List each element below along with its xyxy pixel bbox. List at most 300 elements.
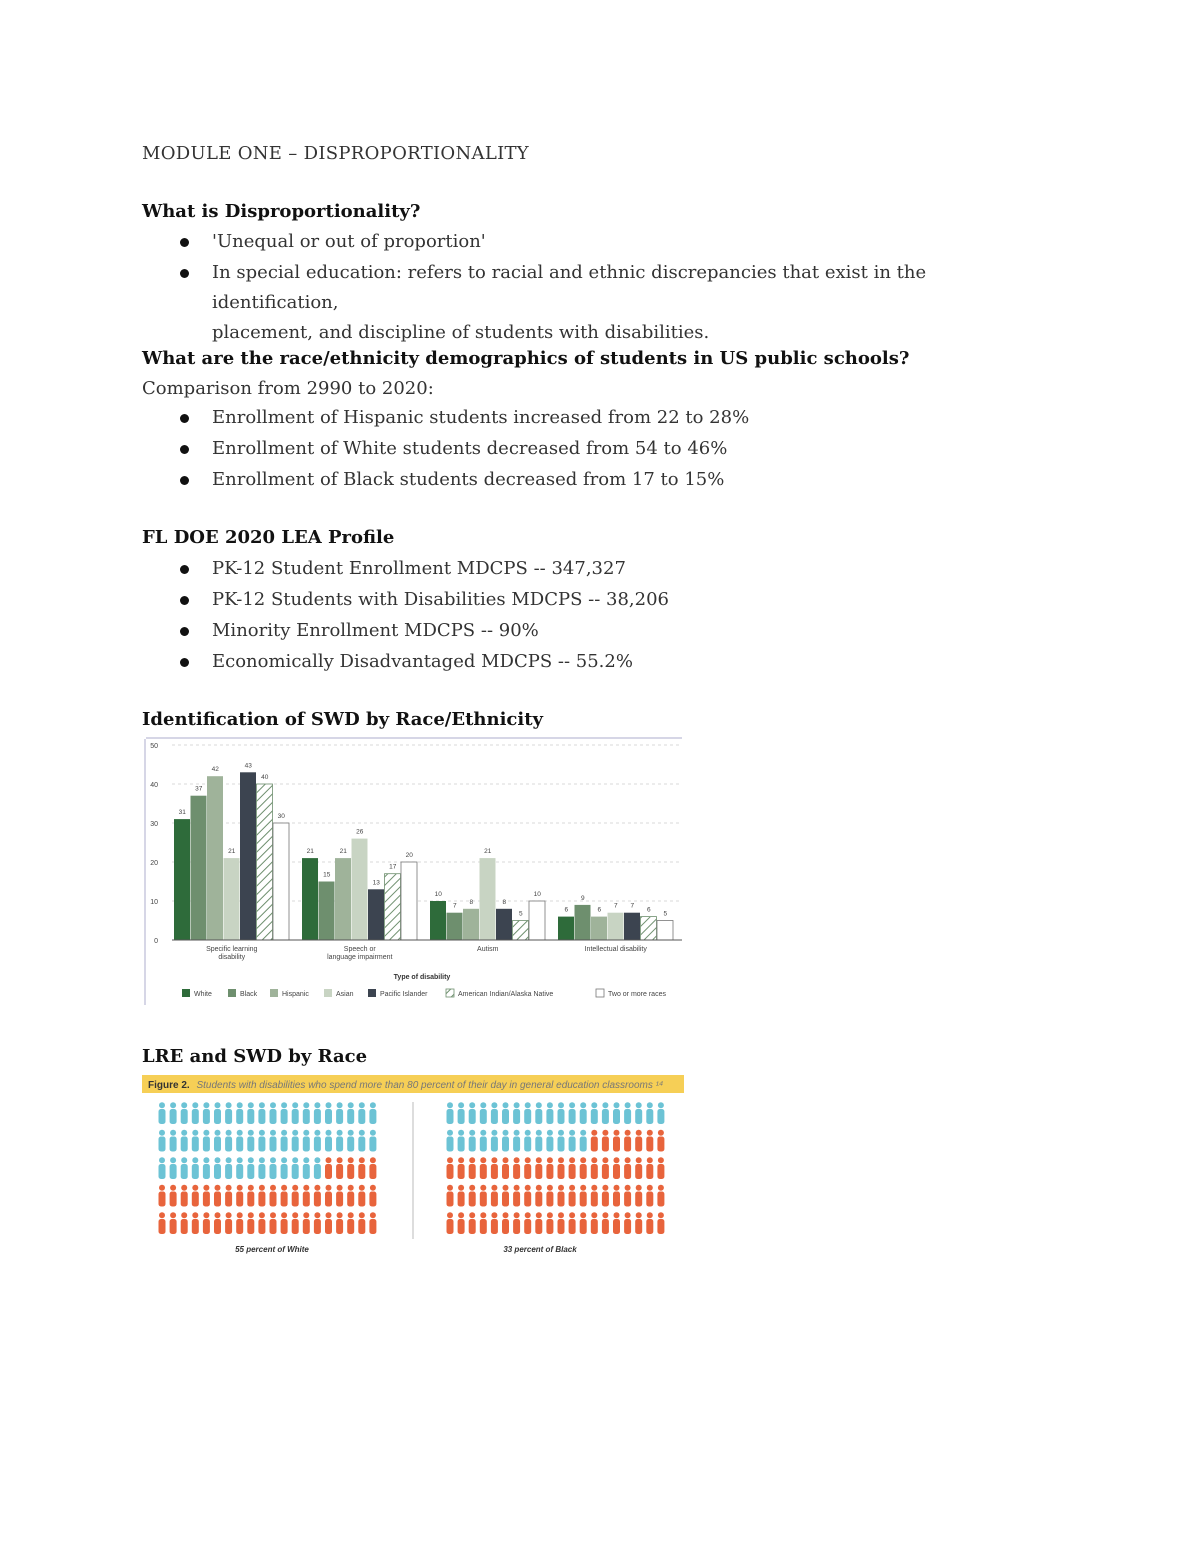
x-tick-label: Autism — [477, 946, 499, 953]
person-icon-included — [225, 1130, 232, 1152]
person-icon-included — [546, 1130, 553, 1152]
person-icon-excluded — [469, 1212, 476, 1234]
person-icon-included — [170, 1102, 177, 1124]
person-icon-excluded — [591, 1157, 598, 1179]
person-icon-included — [524, 1102, 531, 1124]
person-icon-excluded — [270, 1212, 277, 1234]
person-icon-excluded — [569, 1185, 576, 1207]
bar — [302, 858, 318, 940]
person-icon-included — [192, 1102, 199, 1124]
person-icon-excluded — [646, 1130, 653, 1152]
person-icon-included — [657, 1102, 664, 1124]
bar-value-label: 8 — [469, 898, 474, 906]
person-icon-excluded — [336, 1185, 343, 1207]
person-icon-excluded — [602, 1157, 609, 1179]
person-icon-excluded — [624, 1185, 631, 1207]
person-icon-included — [303, 1130, 310, 1152]
person-icon-excluded — [602, 1130, 609, 1152]
person-icon-excluded — [303, 1185, 310, 1207]
person-icon-excluded — [181, 1212, 188, 1234]
person-icon-excluded — [646, 1185, 653, 1207]
person-icon-excluded — [192, 1212, 199, 1234]
bullet-icon — [180, 596, 189, 605]
person-icon-included — [491, 1102, 498, 1124]
person-icon-included — [214, 1102, 221, 1124]
person-icon-excluded — [480, 1185, 487, 1207]
person-icon-excluded — [524, 1157, 531, 1179]
person-icon-excluded — [458, 1157, 465, 1179]
person-icon-excluded — [447, 1212, 454, 1234]
person-icon-included — [225, 1157, 232, 1179]
person-icon-included — [159, 1102, 166, 1124]
person-icon-excluded — [292, 1185, 299, 1207]
person-icon-included — [225, 1102, 232, 1124]
x-tick-label: Speech or — [343, 946, 376, 953]
person-icon-excluded — [170, 1185, 177, 1207]
person-icon-excluded — [314, 1185, 321, 1207]
person-icon-included — [214, 1130, 221, 1152]
person-icon-included — [358, 1102, 365, 1124]
pictogram-figure — [142, 1074, 684, 1260]
person-icon-included — [236, 1102, 243, 1124]
person-icon-included — [569, 1130, 576, 1152]
person-icon-included — [258, 1157, 265, 1179]
person-icon-included — [635, 1102, 642, 1124]
person-icon-excluded — [347, 1157, 354, 1179]
person-icon-included — [458, 1102, 465, 1124]
bar — [608, 913, 624, 940]
person-icon-excluded — [258, 1185, 265, 1207]
person-icon-included — [170, 1130, 177, 1152]
bar-value-label: 6 — [597, 906, 602, 914]
person-icon-excluded — [369, 1212, 376, 1234]
person-icon-excluded — [336, 1212, 343, 1234]
person-icon-excluded — [247, 1185, 254, 1207]
person-icon-excluded — [657, 1185, 664, 1207]
person-icon-excluded — [358, 1212, 365, 1234]
person-icon-excluded — [624, 1157, 631, 1179]
person-icon-excluded — [258, 1212, 265, 1234]
person-icon-included — [480, 1130, 487, 1152]
section-heading-what-is: What is Disproportionality? — [142, 201, 421, 222]
person-icon-excluded — [569, 1212, 576, 1234]
person-icon-excluded — [546, 1157, 553, 1179]
person-icon-included — [580, 1102, 587, 1124]
bullet-list-definition — [142, 227, 1022, 349]
person-icon-included — [203, 1130, 210, 1152]
person-icon-excluded — [480, 1157, 487, 1179]
bar — [624, 913, 640, 940]
person-icon-included — [270, 1102, 277, 1124]
legend-label: Two or more races — [608, 991, 666, 998]
person-icon-included — [502, 1130, 509, 1152]
person-icon-included — [613, 1102, 620, 1124]
legend-label: American Indian/Alaska Native — [458, 991, 554, 998]
person-icon-excluded — [214, 1185, 221, 1207]
person-icon-included — [325, 1130, 332, 1152]
person-icon-included — [247, 1130, 254, 1152]
person-icon-excluded — [613, 1212, 620, 1234]
person-icon-included — [513, 1130, 520, 1152]
person-icon-excluded — [203, 1212, 210, 1234]
bar-value-label: 20 — [405, 852, 413, 859]
person-icon-excluded — [369, 1185, 376, 1207]
bar-value-label: 9 — [580, 894, 585, 902]
person-icon-included — [447, 1130, 454, 1152]
section-heading-demographics: What are the race/ethnicity demographics of students in US public schools? — [142, 348, 910, 369]
person-icon-included — [458, 1130, 465, 1152]
person-icon-included — [469, 1102, 476, 1124]
person-icon-excluded — [635, 1130, 642, 1152]
bar-value-label: 7 — [630, 902, 635, 910]
y-tick-label: 10 — [150, 899, 158, 906]
person-icon-excluded — [447, 1157, 454, 1179]
person-icon-included — [247, 1102, 254, 1124]
person-icon-included — [347, 1102, 354, 1124]
person-icon-excluded — [458, 1185, 465, 1207]
person-icon-excluded — [236, 1185, 243, 1207]
person-icon-included — [236, 1130, 243, 1152]
person-icon-excluded — [469, 1157, 476, 1179]
person-icon-excluded — [314, 1212, 321, 1234]
person-icon-included — [624, 1102, 631, 1124]
person-icon-included — [281, 1130, 288, 1152]
person-icon-included — [281, 1157, 288, 1179]
person-icon-excluded — [613, 1185, 620, 1207]
list-item: Enrollment of Hispanic students increased from 22 to 28% — [142, 403, 1022, 433]
person-icon-excluded — [270, 1185, 277, 1207]
person-icon-excluded — [281, 1212, 288, 1234]
person-icon-excluded — [491, 1157, 498, 1179]
person-icon-excluded — [569, 1157, 576, 1179]
bullet-list-lea-profile — [142, 554, 1022, 678]
person-icon-excluded — [159, 1185, 166, 1207]
bar — [385, 874, 401, 940]
bar-value-label: 6 — [564, 906, 569, 914]
person-icon-excluded — [225, 1212, 232, 1234]
person-icon-included — [347, 1130, 354, 1152]
person-icon-excluded — [613, 1130, 620, 1152]
person-icon-included — [646, 1102, 653, 1124]
person-icon-excluded — [635, 1212, 642, 1234]
person-icon-excluded — [447, 1185, 454, 1207]
person-icon-excluded — [580, 1212, 587, 1234]
person-icon-excluded — [281, 1185, 288, 1207]
person-icon-included — [491, 1130, 498, 1152]
comparison-intro: Comparison from 2990 to 2020: — [142, 378, 434, 399]
section-heading-lea-profile: FL DOE 2020 LEA Profile — [142, 527, 395, 548]
person-icon-excluded — [591, 1130, 598, 1152]
person-icon-excluded — [591, 1212, 598, 1234]
bar — [657, 921, 673, 941]
person-icon-excluded — [635, 1157, 642, 1179]
bar-value-label: 40 — [261, 774, 269, 781]
bar-value-label: 21 — [484, 848, 492, 856]
person-icon-included — [281, 1102, 288, 1124]
list-item: Economically Disadvantaged MDCPS -- 55.2% — [142, 647, 1022, 677]
bar-value-label: 13 — [372, 879, 380, 887]
person-icon-excluded — [602, 1212, 609, 1234]
list-item: 'Unequal or out of proportion' — [142, 227, 1022, 257]
person-icon-included — [535, 1130, 542, 1152]
person-icon-excluded — [624, 1130, 631, 1152]
bullet-icon — [180, 627, 189, 636]
person-icon-included — [369, 1130, 376, 1152]
person-icon-included — [314, 1157, 321, 1179]
legend-swatch — [228, 989, 236, 997]
person-icon-included — [236, 1157, 243, 1179]
person-icon-included — [314, 1102, 321, 1124]
person-icon-excluded — [535, 1157, 542, 1179]
x-tick-label: Specific learning — [206, 946, 258, 953]
bullet-icon — [180, 269, 189, 278]
y-tick-label: 50 — [150, 743, 158, 750]
person-icon-included — [447, 1102, 454, 1124]
bar — [430, 901, 446, 940]
person-icon-included — [258, 1102, 265, 1124]
person-icon-included — [535, 1102, 542, 1124]
bullet-icon — [180, 658, 189, 667]
person-icon-excluded — [591, 1185, 598, 1207]
bar — [240, 772, 256, 940]
person-icon-included — [558, 1130, 565, 1152]
list-item: Enrollment of Black students decreased from 17 to 15% — [142, 465, 1022, 495]
person-icon-included — [369, 1102, 376, 1124]
bar — [174, 819, 190, 940]
bar — [591, 917, 607, 940]
figure-title-bold: Figure 2. — [148, 1080, 190, 1091]
bar-chart-figure — [142, 737, 684, 1007]
legend-swatch — [324, 989, 332, 997]
bullet-icon — [180, 238, 189, 247]
person-icon-included — [214, 1157, 221, 1179]
person-icon-excluded — [524, 1185, 531, 1207]
bullet-icon — [180, 565, 189, 574]
person-icon-excluded — [469, 1185, 476, 1207]
person-icon-included — [292, 1102, 299, 1124]
y-tick-label: 30 — [150, 821, 158, 828]
person-icon-excluded — [203, 1185, 210, 1207]
bar-value-label: 5 — [663, 910, 668, 918]
bar-value-label: 5 — [518, 910, 523, 918]
person-icon-excluded — [524, 1212, 531, 1234]
person-icon-excluded — [535, 1212, 542, 1234]
person-icon-included — [513, 1102, 520, 1124]
legend-swatch — [270, 989, 278, 997]
person-icon-excluded — [336, 1157, 343, 1179]
bar-value-label: 7 — [613, 902, 618, 910]
person-icon-excluded — [535, 1185, 542, 1207]
person-icon-included — [569, 1102, 576, 1124]
x-tick-label: language impairment — [327, 954, 393, 961]
list-item: Minority Enrollment MDCPS -- 90% — [142, 616, 1022, 646]
bar — [191, 796, 207, 940]
person-icon-excluded — [181, 1185, 188, 1207]
section-heading-lre: LRE and SWD by Race — [142, 1046, 368, 1067]
person-icon-included — [203, 1157, 210, 1179]
person-icon-excluded — [480, 1212, 487, 1234]
list-item: PK-12 Student Enrollment MDCPS -- 347,327 — [142, 554, 1022, 584]
person-icon-included — [181, 1102, 188, 1124]
person-icon-included — [546, 1102, 553, 1124]
bar — [529, 901, 545, 940]
person-icon-excluded — [292, 1212, 299, 1234]
x-axis-title: Type of disability — [393, 974, 451, 981]
bar — [257, 784, 273, 940]
x-tick-label: Intellectual disability — [584, 946, 647, 953]
person-icon-included — [502, 1102, 509, 1124]
person-icon-included — [192, 1130, 199, 1152]
person-icon-excluded — [657, 1212, 664, 1234]
bar-value-label: 8 — [502, 898, 507, 906]
bar-value-label: 30 — [277, 813, 285, 820]
legend-label: Asian — [336, 991, 354, 998]
bar — [401, 862, 417, 940]
person-icon-included — [358, 1130, 365, 1152]
person-icon-included — [270, 1157, 277, 1179]
legend-label: Pacific Islander — [380, 991, 428, 998]
bar-value-label: 7 — [452, 902, 457, 910]
person-icon-excluded — [657, 1157, 664, 1179]
bar-value-label: 6 — [646, 906, 651, 914]
bar-value-label: 37 — [195, 785, 203, 793]
bar — [641, 917, 657, 940]
person-icon-excluded — [369, 1157, 376, 1179]
person-icon-excluded — [513, 1185, 520, 1207]
bar — [319, 882, 335, 941]
person-icon-excluded — [646, 1212, 653, 1234]
person-icon-excluded — [546, 1212, 553, 1234]
bar — [273, 823, 289, 940]
person-icon-included — [602, 1102, 609, 1124]
person-icon-included — [181, 1130, 188, 1152]
bullet-list-demographics — [142, 403, 1022, 496]
bar-value-label: 10 — [434, 891, 442, 898]
list-item: Enrollment of White students decreased from 54 to 46% — [142, 434, 1022, 464]
bar-value-label: 43 — [244, 762, 252, 770]
person-icon-included — [192, 1157, 199, 1179]
person-icon-excluded — [236, 1212, 243, 1234]
module-title: MODULE ONE – DISPROPORTIONALITY — [142, 143, 529, 164]
person-icon-included — [591, 1102, 598, 1124]
person-icon-excluded — [214, 1212, 221, 1234]
person-icon-excluded — [159, 1212, 166, 1234]
person-icon-excluded — [546, 1185, 553, 1207]
person-icon-excluded — [646, 1157, 653, 1179]
pictogram-chart — [142, 1074, 684, 1260]
person-icon-excluded — [358, 1157, 365, 1179]
person-icon-included — [159, 1157, 166, 1179]
person-icon-excluded — [170, 1212, 177, 1234]
bar-value-label: 21 — [306, 848, 314, 856]
person-icon-included — [558, 1102, 565, 1124]
y-tick-label: 40 — [150, 782, 158, 789]
person-icon-excluded — [491, 1212, 498, 1234]
y-tick-label: 0 — [154, 938, 158, 945]
person-icon-excluded — [657, 1130, 664, 1152]
list-item-continuation: placement, and discipline of students with disabilities. — [212, 322, 710, 343]
person-icon-excluded — [247, 1212, 254, 1234]
person-icon-excluded — [303, 1212, 310, 1234]
person-icon-included — [247, 1157, 254, 1179]
person-icon-excluded — [325, 1212, 332, 1234]
y-tick-label: 20 — [150, 860, 158, 867]
person-icon-excluded — [624, 1212, 631, 1234]
person-icon-excluded — [502, 1157, 509, 1179]
person-icon-excluded — [325, 1157, 332, 1179]
person-icon-excluded — [347, 1185, 354, 1207]
person-icon-excluded — [358, 1185, 365, 1207]
person-icon-included — [580, 1130, 587, 1152]
person-icon-excluded — [580, 1185, 587, 1207]
bar — [335, 858, 351, 940]
legend-label: Black — [240, 991, 258, 998]
figure-title — [148, 1080, 663, 1091]
section-heading-identification: Identification of SWD by Race/Ethnicity — [142, 709, 543, 730]
person-icon-included — [524, 1130, 531, 1152]
person-icon-included — [336, 1102, 343, 1124]
person-icon-excluded — [513, 1212, 520, 1234]
person-icon-excluded — [580, 1157, 587, 1179]
bar-value-label: 26 — [356, 828, 364, 836]
person-icon-included — [325, 1102, 332, 1124]
person-icon-excluded — [458, 1212, 465, 1234]
bar-value-label: 15 — [323, 871, 331, 879]
figure-title-rest: Students with disabilities who spend more than 80 percent of their day in general education classrooms ¹⁴ — [196, 1080, 664, 1091]
group-label-white: 55 percent of White — [235, 1245, 309, 1254]
legend-swatch — [368, 989, 376, 997]
list-item: PK-12 Students with Disabilities MDCPS -- 38,206 — [142, 585, 1022, 615]
person-icon-excluded — [491, 1185, 498, 1207]
person-icon-excluded — [602, 1185, 609, 1207]
person-icon-excluded — [192, 1185, 199, 1207]
person-icon-excluded — [502, 1185, 509, 1207]
person-icon-included — [170, 1157, 177, 1179]
person-icon-excluded — [613, 1157, 620, 1179]
legend-swatch — [596, 989, 604, 997]
person-icon-excluded — [513, 1157, 520, 1179]
bar-value-label: 31 — [178, 809, 186, 817]
bar — [352, 839, 368, 940]
legend-label: White — [194, 991, 212, 998]
list-item: In special education: refers to racial and ethnic discrepancies that exist in the identification, — [142, 258, 1022, 318]
person-icon-included — [181, 1157, 188, 1179]
person-icon-included — [203, 1102, 210, 1124]
x-tick-label: disability — [218, 954, 246, 961]
bar-value-label: 21 — [228, 848, 236, 856]
legend-label: Hispanic — [282, 991, 309, 998]
bar — [463, 909, 479, 940]
person-icon-excluded — [325, 1185, 332, 1207]
person-icon-included — [303, 1102, 310, 1124]
bar — [513, 921, 529, 941]
bar — [480, 858, 496, 940]
bar — [224, 858, 240, 940]
bar-chart — [142, 737, 684, 1007]
person-icon-included — [303, 1157, 310, 1179]
person-icon-included — [159, 1130, 166, 1152]
bar — [368, 889, 384, 940]
bar — [575, 905, 591, 940]
person-icon-included — [314, 1130, 321, 1152]
person-icon-included — [480, 1102, 487, 1124]
person-icon-excluded — [558, 1212, 565, 1234]
bar — [496, 909, 512, 940]
bar-value-label: 10 — [533, 891, 541, 898]
person-icon-included — [270, 1130, 277, 1152]
bar — [558, 917, 574, 940]
person-icon-included — [292, 1157, 299, 1179]
